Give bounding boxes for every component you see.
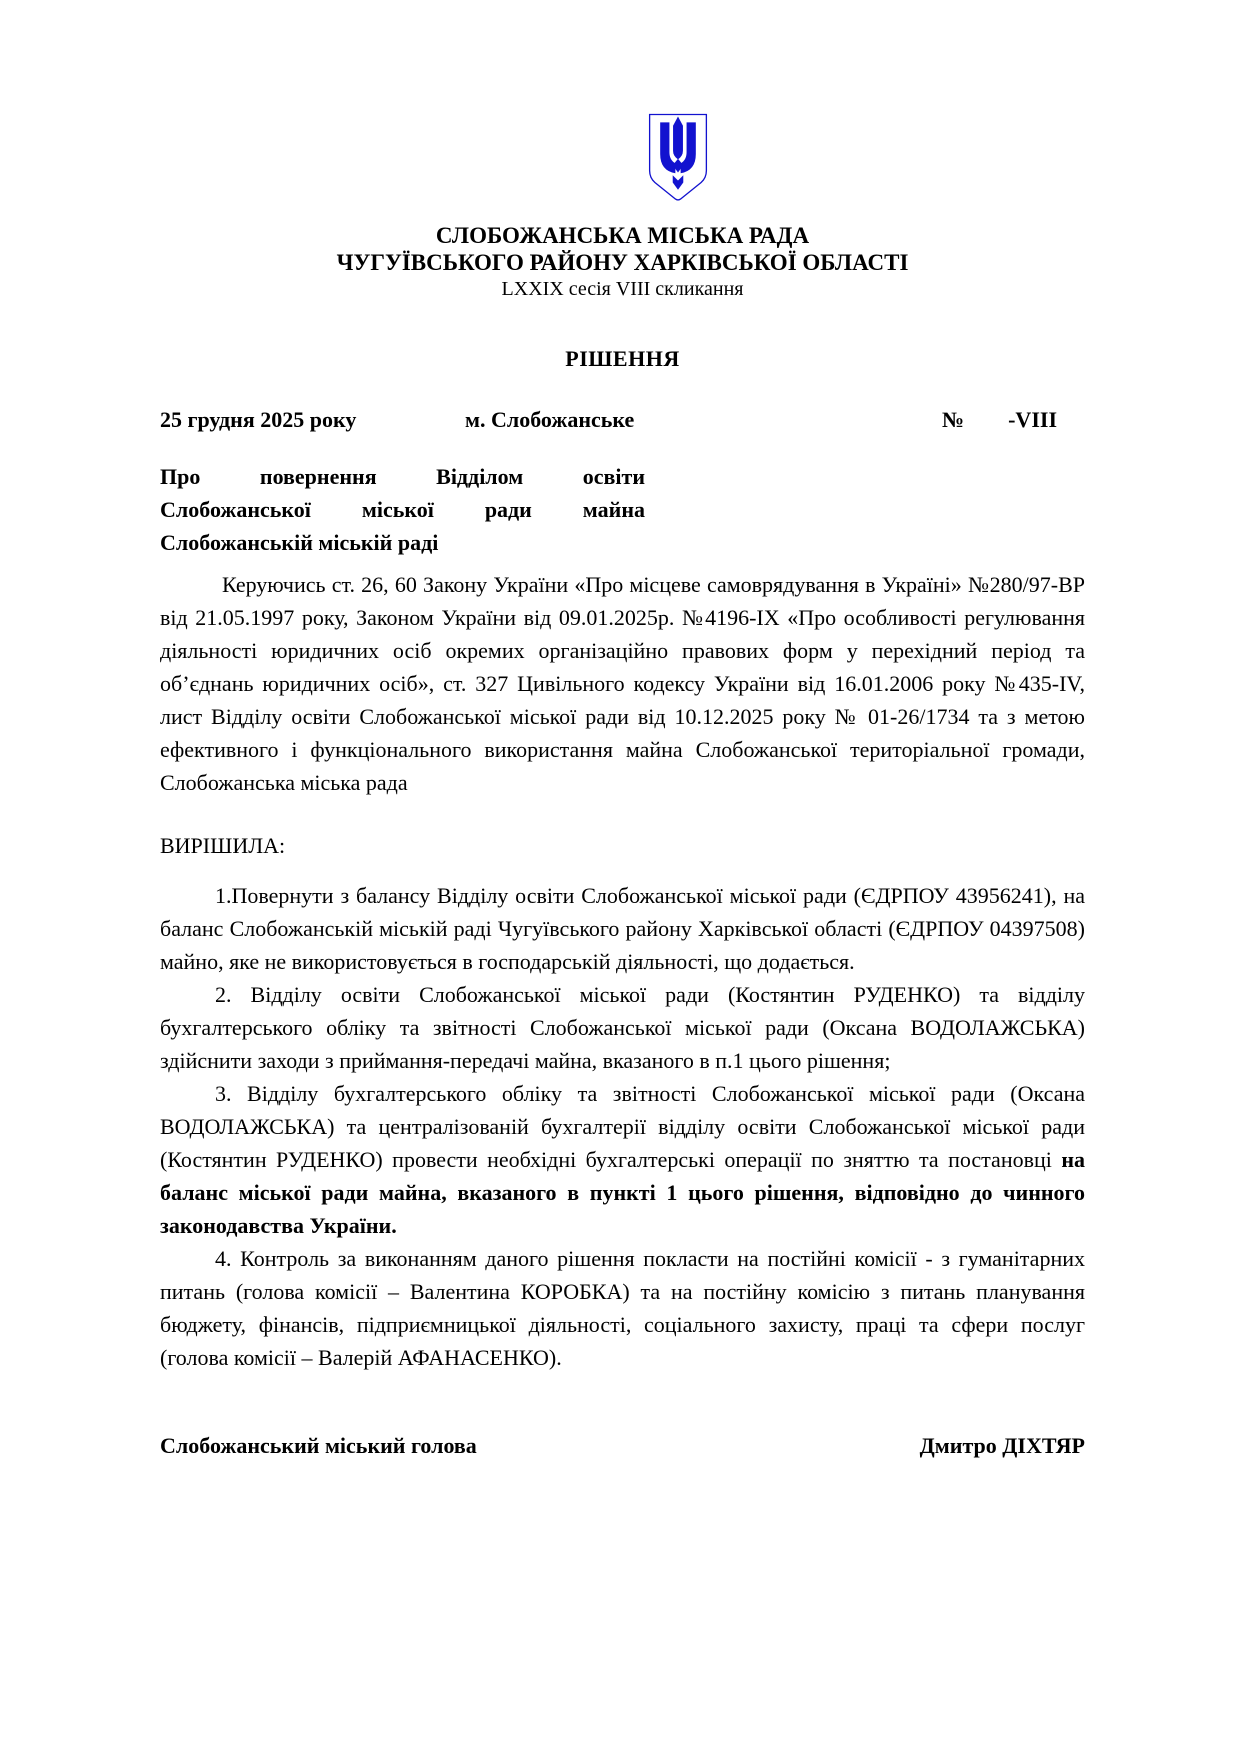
decision-subject <box>160 460 645 559</box>
signature-title: Слобожанський міський голова <box>160 1433 477 1458</box>
signature-row <box>160 1429 1085 1462</box>
subject-line-3: Слобожанській міській раді <box>160 530 439 555</box>
ukraine-trident-emblem <box>645 112 711 212</box>
council-name: СЛОБОЖАНСЬКА МІСЬКА РАДА <box>435 223 810 248</box>
subject-line-2: Слобожанської міської ради майна <box>160 497 645 522</box>
resolution-points <box>160 879 1085 1374</box>
decision-meta-row <box>160 403 1085 436</box>
resolution-point-3-text: 3. Відділу бухгалтерського обліку та звітності Слобожанської міської ради (Оксана ВОДОЛАЖСЬКА) та централізованій бухгалтерії відділу освіти Слобожанської міської ради (Костянтин РУДЕНКО) провести необхідні бухгалтерські операції по зняттю та постановці <box>160 1081 1085 1172</box>
preamble-paragraph: Керуючись ст. 26, 60 Закону України «Про місцеве самоврядування в Україні» №280/97-ВР від 21.05.1997 року, Законом України від 09.01.2025р. №4196-IX «Про особливості регулювання діяльності юридичних осіб окремих організаційно правових форм у перехідний період та об’єднань юридичних осіб», ст. 327 Цивільного кодексу України від 16.01.2006 року №435-IV, лист Відділу освіти Слобожанської міської ради від 10.12.2025 року № 01-26/1734 та з метою ефективного і функціонального використання майна Слобожанської територіальної громади, Слобожанська міська рада <box>160 572 1085 795</box>
resolution-point-4: 4. Контроль за виконанням даного рішення покласти на постійні комісії - з гуманітарних питань (голова комісії – Валентина КОРОБКА) та на постійну комісію з питань планування бюджету, фінансів, підприємницької діяльності, соціального захисту, праці та сфери послуг (голова комісії – Валерій АФАНАСЕНКО). <box>160 1246 1085 1370</box>
decision-date: 25 грудня 2025 року <box>160 407 357 432</box>
coat-of-arms <box>160 112 1085 212</box>
session-info: LXXIX сесія VIII скликання <box>501 278 744 300</box>
resolution-point-3 <box>160 1077 1085 1242</box>
resolved-label: ВИРІШИЛА: <box>160 833 286 858</box>
resolution-point-3-bold-text: на баланс міської ради майна, вказаного в пункті 1 цього рішення, відповідно до чинного законодавства України. <box>160 1147 1085 1238</box>
resolution-point-1: 1.Повернути з балансу Відділу освіти Слобожанської міської ради (ЄДРПОУ 43956241), на баланс Слобожанській міській раді Чугуївського району Харківської області (ЄДРПОУ 04397508) майно, яке не використовується в господарській діяльності, що додається. <box>160 883 1085 974</box>
district-name: ЧУГУЇВСЬКОГО РАЙОНУ ХАРКІВСЬКОЇ ОБЛАСТІ <box>336 250 909 275</box>
signature-name: Дмитро ДІХТЯР <box>919 1433 1085 1458</box>
resolution-point-2: 2. Відділу освіти Слобожанської міської ради (Костянтин РУДЕНКО) та відділу бухгалтерського обліку та звітності Слобожанської міської ради (Оксана ВОДОЛАЖСЬКА) здійснити заходи з приймання-передачі майна, вказаного в п.1 цього рішення; <box>160 982 1085 1073</box>
decision-number: № -VIII <box>942 407 1058 432</box>
subject-line-1: Про повернення Відділом освіти <box>160 464 645 489</box>
decision-place: м. Слобожанське <box>465 407 635 432</box>
decision-title: РІШЕННЯ <box>565 346 680 371</box>
